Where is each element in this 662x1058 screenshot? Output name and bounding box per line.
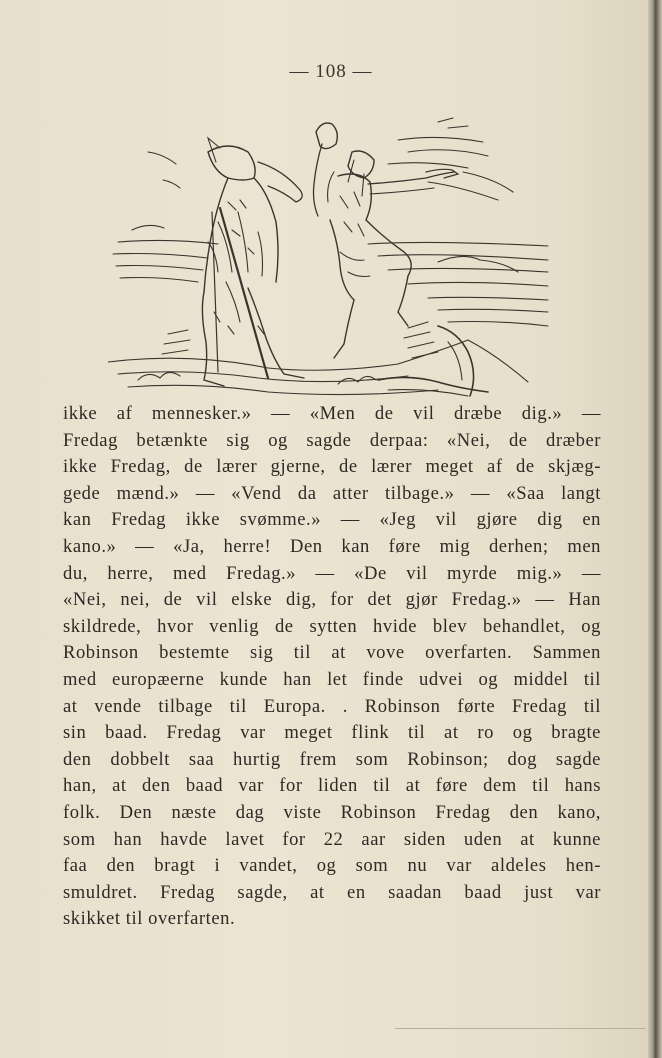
body-text <box>63 401 601 933</box>
text-line: smuldret. Fredag sagde, at en saadan baad just var <box>63 881 601 903</box>
text-line: du, herre, med Fredag.» — «De vil myrde mig.» — <box>63 562 601 584</box>
text-line: gede mænd.» — «Vend da atter tilbage.» — «Saa langt <box>63 482 601 504</box>
page-number: — 108 — <box>289 61 373 82</box>
text-line: med europæerne kunde han let finde udvei og middel til <box>63 668 601 690</box>
robinson-and-friday-engraving-icon <box>108 112 556 404</box>
text-line: kan Fredag ikke svømme.» — «Jeg vil gjøre dig en <box>63 509 601 531</box>
text-line: at vende tilbage til Europa. . Robinson førte Fredag til <box>63 695 601 717</box>
text-line: Robinson bestemte sig til at vove overfarten. Sammen <box>63 642 601 664</box>
text-line: den dobbelt saa hurtig frem som Robinson; dog sagde <box>63 748 601 770</box>
text-line: ikke Fredag, de lærer gjerne, de lærer meget af de skjæg- <box>63 456 601 478</box>
text-line: som han havde lavet for 22 aar siden uden at kunne <box>63 828 601 850</box>
illustration <box>108 112 556 404</box>
page-edge <box>648 0 662 1058</box>
text-line: skikket til overfarten. <box>63 908 236 930</box>
text-line: faa den bragt i vandet, og som nu var aldeles hen- <box>63 855 601 877</box>
text-line: sin baad. Fredag var meget flink til at ro og bragte <box>63 722 601 744</box>
text-line: folk. Den næste dag viste Robinson Fredag den kano, <box>63 801 601 823</box>
text-line: «Nei, nei, de vil elske dig, for det gjør Fredag.» — Han <box>63 589 601 611</box>
text-line: kano.» — «Ja, herre! Den kan føre mig derhen; men <box>63 535 601 557</box>
text-line: ikke af mennesker.» — «Men de vil dræbe dig.» — <box>63 403 601 424</box>
text-line: han, at den baad var for liden til at føre dem til hans <box>63 775 601 797</box>
text-line: Fredag betænkte sig og sagde derpaa: «Nei, de dræber <box>63 429 601 451</box>
page-crease <box>395 1028 645 1029</box>
text-line: skildrede, hvor venlig de sytten hvide blev behandlet, og <box>63 615 601 637</box>
